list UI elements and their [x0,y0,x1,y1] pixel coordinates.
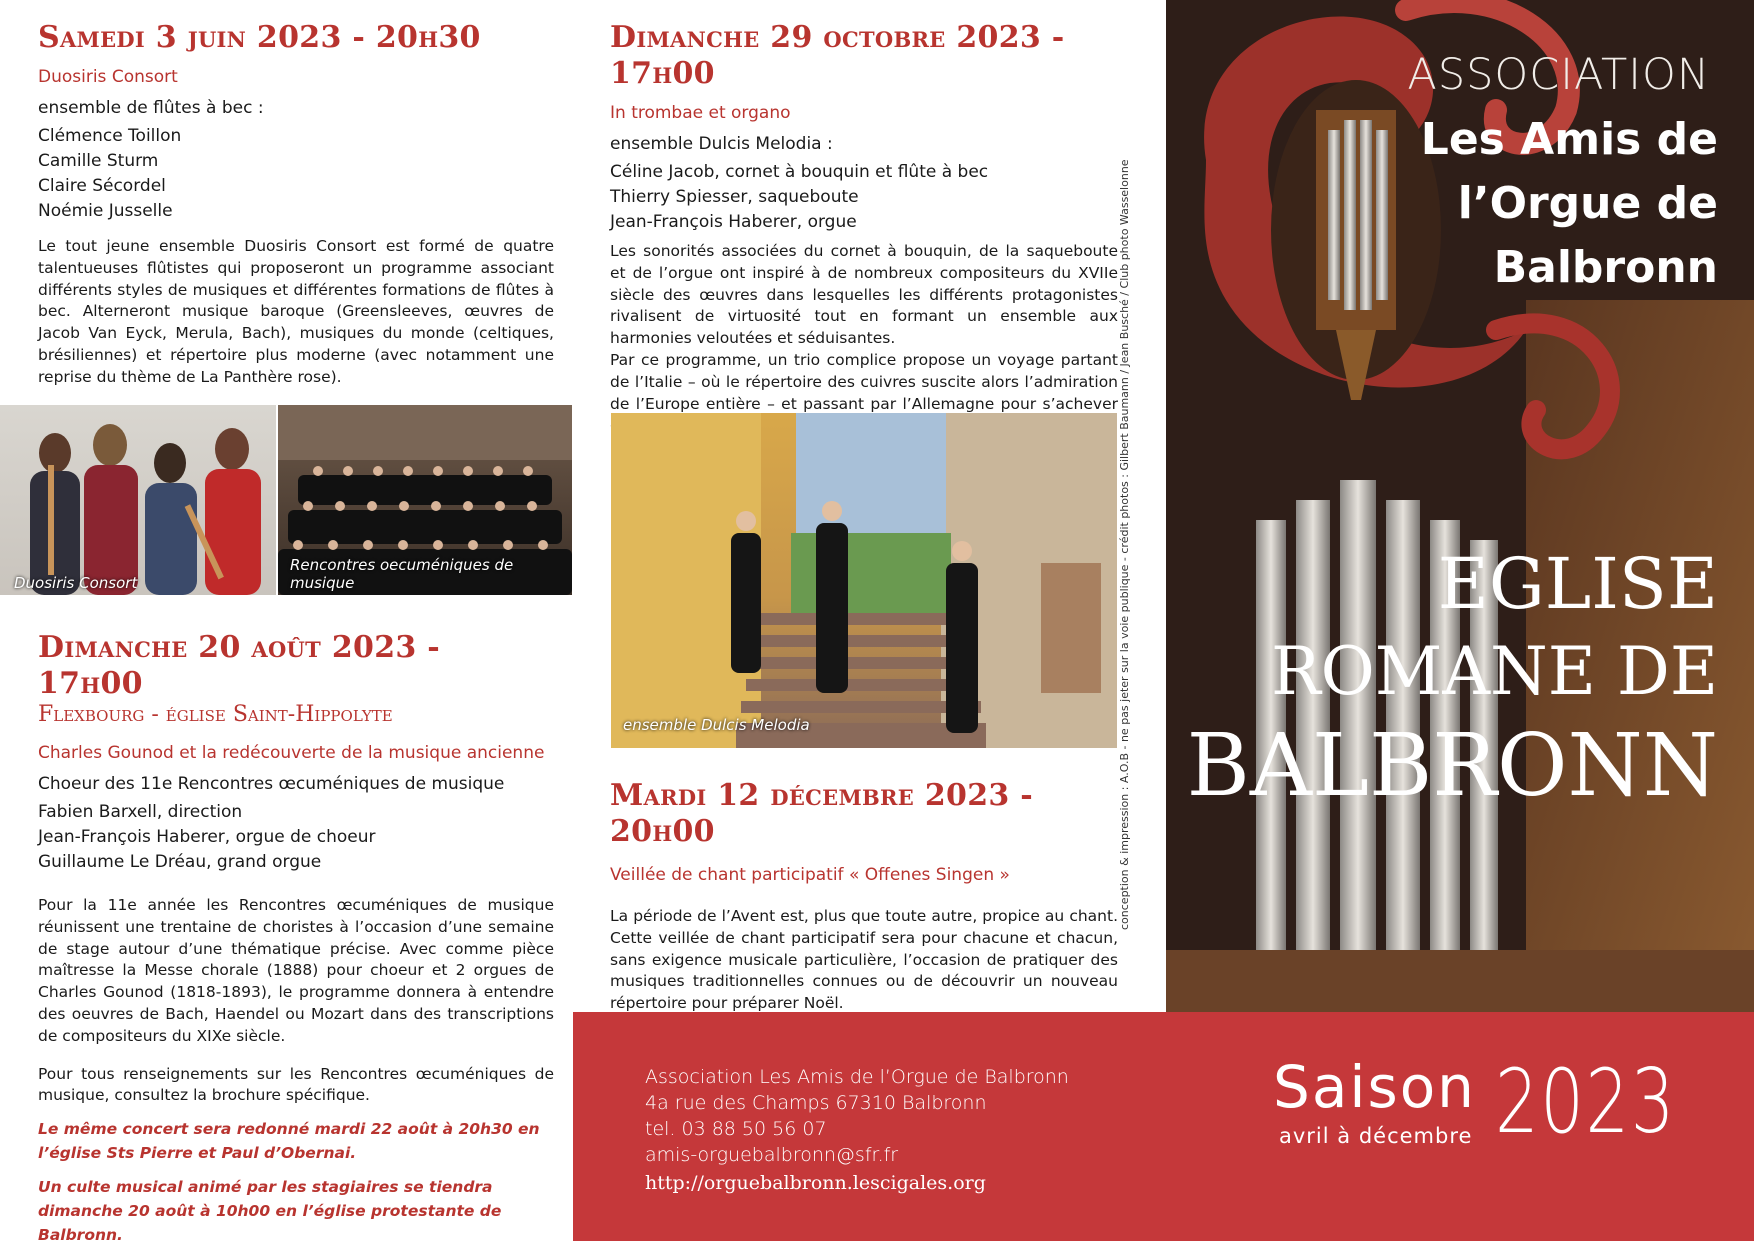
photo-rencontres [278,405,572,595]
member: Camille Sturm [38,151,159,171]
contact-block [645,1064,1069,1196]
association-name [1421,108,1718,300]
contact-association: Association Les Amis de l’Orgue de Balbronn [645,1066,1069,1088]
church-title-line: EGLISE [1437,543,1718,625]
middle-column-lower [610,778,1118,1015]
cover-panel [1166,0,1754,1012]
association-name-line: Les Amis de [1420,114,1718,165]
event2-note-culte: Un culte musical animé par les stagiaires se tiendra dimanche 20 août à 10h00 en l’église protestante de Balbronn. [38,1178,502,1245]
middle-column [610,0,1118,437]
member: Claire Sécordel [38,176,166,196]
footer-band [573,1012,1754,1241]
association-name-line: l’Orgue de [1457,178,1718,229]
event2-subtitle: Charles Gounod et la redécouverte de la musique ancienne [38,743,545,763]
member: Thierry Spiesser, saqueboute [610,187,859,207]
caption-dulcis: ensemble Dulcis Melodia [623,716,810,734]
left-column-lower [38,630,554,1247]
member: Fabien Barxell, direction [38,802,243,822]
photo-duosiris-illustration [0,405,276,595]
season-label: Saison [1273,1053,1476,1121]
event4-description: La période de l’Avent est, plus que toute autre, propice au chant. Cette veillée de chant participatif sera pour chacune et chacun, sans exigence musicale particulière, l’occasion de pratiquer des musiques traditionnelles connues ou de découvrir un nouveau répertoire pour préparer Noël. [610,907,1118,1013]
association-name-line: Balbronn [1493,242,1718,293]
event3-subtitle: In trombae et organo [610,103,791,123]
photo-dulcis-melodia [611,413,1117,748]
event1-description: Le tout jeune ensemble Duosiris Consort est formé de quatre talentueuses flûtistes qui proposeront un programme associant différents styles de musiques et différentes formations de flûtes à bec. Alterneront musique baroque (Greensleeves, œuvres de Jacob Van Eyck, Merula, Bach), musiques du monde (celtiques, brésiliennes) et répertoire plus moderne (avec notamment une reprise du thème de La Panthère rose). [38,237,554,386]
church-title-line: BALBRONN [1186,716,1718,816]
photo-dulcis-illustration [611,413,1117,748]
photo-duosiris [0,405,276,595]
event1-subtitle: Duosiris Consort [38,67,178,87]
event2-info: Pour tous renseignements sur les Rencontres œcuméniques de musique, consultez la brochure spécifique. [38,1064,554,1105]
caption-duosiris: Duosiris Consort [14,574,138,592]
event2-intro: Choeur des 11e Rencontres œcuméniques de musique [38,774,505,794]
event2-date: Dimanche 20 août 2023 - 17h00 [38,630,441,701]
event4-subtitle: Veillée de chant participatif « Offenes Singen » [610,865,1010,885]
event1-date: Samedi 3 juin 2023 - 20h30 [38,20,481,55]
church-title [1187,540,1718,816]
event2-description: Pour la 11e année les Rencontres œcuméniques de musique réunissent une trentaine de choristes à l’occasion d’une semaine de stage autour d’une thématique précise. Avec comme pièce maîtresse la Messe chorale (1888) pour choeur et 2 orgues de Charles Gounod (1818-1893), le programme donnera à entendre des oeuvres de Bach, Haendel ou Mozart dans des transcriptions de compositeurs du XIXe siècle. [38,896,554,1045]
season-block [1273,1052,1683,1192]
season-period: avril à décembre [1279,1124,1473,1148]
season-year: 2023 [1495,1050,1676,1153]
member: Clémence Toillon [38,126,182,146]
event2-place: Flexbourg - église Saint-Hippolyte [38,702,393,727]
caption-rencontres: Rencontres oecuméniques de musique [290,556,514,592]
event3-description-1: Les sonorités associées du cornet à bouquin, de la saqueboute et de l’orgue ont inspiré à de nombreux compositeurs du XVIIe siècle des œuvres dans lesquelles les différents protagonistes rivalisent de virtuosité tout en formant un ensemble aux harmonies veloutées et séduisantes. [610,242,1118,348]
event3-intro: ensemble Dulcis Melodia : [610,134,833,154]
event3-date: Dimanche 29 octobre 2023 - 17h00 [610,20,1065,91]
member: Guillaume Le Dréau, grand orgue [38,852,322,872]
event3-members [610,160,1118,235]
contact-phone[interactable]: tel. 03 88 50 56 07 [645,1118,827,1140]
contact-website[interactable]: http://orguebalbronn.lescigales.org [645,1172,986,1194]
contact-email[interactable]: amis-orguebalbronn@sfr.fr [645,1144,899,1166]
member: Jean-François Haberer, orgue de choeur [38,827,376,847]
association-label: ASSOCIATION [1407,50,1710,100]
contact-address: 4a rue des Champs 67310 Balbronn [645,1092,987,1114]
left-column [38,0,554,389]
event2-members [38,800,554,875]
event1-members [38,124,554,224]
member: Jean-François Haberer, orgue [610,212,857,232]
event3-description-2: Par ce programme, un trio complice propose un voyage partant de l’Italie – où le répertoire des cuivres suscite alors l’admiration de l’Europe entière – et passant par l’Allemagne pour s’achever [610,350,1118,413]
event1-intro: ensemble de flûtes à bec : [38,98,264,118]
photo-credits: conception & impression : A.O.B - ne pas jeter sur la voie publique - crédit photos : Gilbert Baumann / Jean Busché / Club photo Wasselonne [1118,159,1131,930]
member: Noémie Jusselle [38,201,173,221]
event2-note-obernai: Le même concert sera redonné mardi 22 août à 20h30 en l’église Sts Pierre et Paul d’Obernai. [38,1120,540,1163]
member: Céline Jacob, cornet à bouquin et flûte à bec [610,162,989,182]
church-title-line: ROMANE DE [1270,633,1718,710]
event4-date: Mardi 12 décembre 2023 - 20h00 [610,778,1034,849]
